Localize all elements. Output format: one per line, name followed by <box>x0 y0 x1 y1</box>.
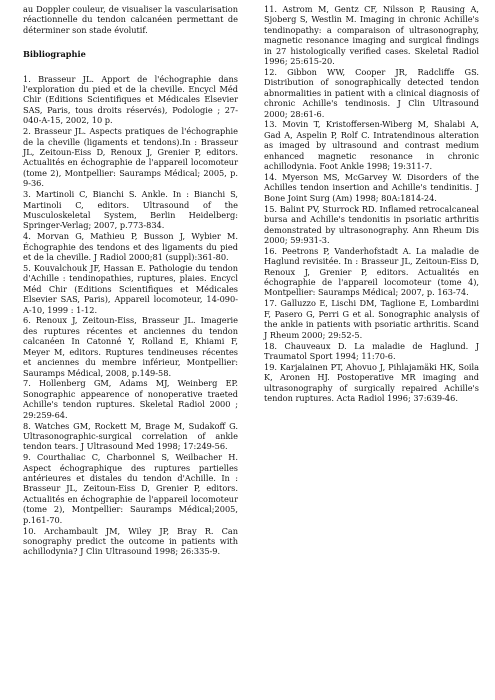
reference-item: 5. Kouvalchouk JF, Hassan E. Pathologie du tendon d'Achille : tendinopathies, ruptures, plaies. Encycl Méd Chir (Editions Scientifiques et Médicales Elsevier SAS, Paris), Appareil locomoteur, 14-090-A-10, 1999 : 1-12. <box>23 262 238 315</box>
reference-item: 1. Brasseur JL. Apport de l'échographie dans l'exploration du pied et de la cheville. Encycl Méd Chir (Editions Scientifiques et Médicales Elsevier SAS, Paris, tous droits réservés), Podologie ; 27-040-A-15, 2002, 10 p. <box>23 73 238 126</box>
intro-paragraph: au Doppler couleur, de visualiser la vascularisation réactionnelle du tendon calcanéen permettant de déterminer son stade évolutif. <box>23 4 238 35</box>
reference-item: 4. Morvan G, Mathieu P, Busson J, Wybier M. Échographie des tendons et des ligaments du pied et de la cheville. J Radiol 2000;81 (suppl):361-80. <box>23 231 238 263</box>
right-column <box>264 4 479 700</box>
reference-item: 15. Balint PV, Sturrock RD. Inflamed retrocalcaneal bursa and Achille's tendonitis in psoriatic arthritis demonstrated by ultrasonography. Ann Rheum Dis 2000; 59:931-3. <box>264 203 479 245</box>
reference-item: 2. Brasseur JL. Aspects pratiques de l'échographie de la cheville (ligaments et tendons).In : Brasseur JL, Zeitoun-Eiss D, Renoux J, Grenier P, editors. Actualités en échographie de l'appareil locomoteur (tome 2), Montpellier: Sauramps Médical; 2005, p. 9-36. <box>23 126 238 189</box>
reference-item: 13. Movin T, Kristoffersen-Wiberg M, Shalabi A, Gad A, Aspelin P, Rolf C. Intratendinous alteration as imaged by ultrasound and contrast medium enhanced magnetic resonance in chronic achillodynia. Foot Ankle 1998; 19:311-7. <box>264 119 479 172</box>
reference-item: 8. Watches GM, Rockett M, Brage M, Sudakoff G. Ultrasonographic-surgical correlation of ankle tendon tears. J Ultrasound Med 1998; 17:249-56. <box>23 420 238 452</box>
reference-item: 10. Archambault JM, Wiley JP, Bray R. Can sonography predict the outcome in patients with achillodynia? J Clin Ultrasound 1998; 26:335-9. <box>23 525 238 557</box>
reference-item: 16. Peetrons P, Vanderhofstadt A. La maladie de Haglund revisitée. In : Brasseur JL, Zeitoun-Eiss D, Renoux J, Grenier P, editors. Actualités en échographie de l'appareil locomoteur (tome 4), Montpellier: Sauramps Médical; 2007, p. 163-74. <box>264 245 479 298</box>
reference-item: 12. Gibbon WW, Cooper JR, Radcliffe GS. Distribution of sonographically detected tendon abnormalities in patient with a clinical diagnosis of chronic Achille's tendinosis. J Clin Ultrasound 2000; 28:61-6. <box>264 66 479 119</box>
reference-item: 6. Renoux J, Zeitoun-Eiss, Brasseur JL. Imagerie des ruptures récentes et anciennes du tendon calcanéen In Catonné Y, Rolland E, Khiami F, Meyer M, editors. Ruptures tendineuses récentes et anciennes du membre inférieur, Montpellier: Sauramps Médical, 2008, p.149-58. <box>23 315 238 378</box>
reference-item: 7. Hollenberg GM, Adams MJ, Weinberg EP. Sonographic appearence of nonoperative traeted Achille's tendon ruptures. Skeletal Radiol 2000 ; 29:259-64. <box>23 378 238 420</box>
reference-item: 3. Martinoli C, Bianchi S. Ankle. In : Bianchi S, Martinoli C, editors. Ultrasound of the Musculoskeletal System, Berlin Heidelberg: Springer-Verlag; 2007, p.773-834. <box>23 189 238 231</box>
reference-item: 17. Galluzzo E, Lischi DM, Taglione E, Lombardini F, Pasero G, Perri G et al. Sonographic analysis of the ankle in patients with psoriatic arthritis. Scand J Rheum 2000; 29:52-5. <box>264 298 479 340</box>
reference-item: 18. Chauveaux D. La maladie de Haglund. J Traumatol Sport 1994; 11:70-6. <box>264 340 479 361</box>
reference-item: 14. Myerson MS, McGarvey W. Disorders of the Achilles tendon insertion and Achille's tendinitis. J Bone Joint Surg (Am) 1998; 80A:1814-24. <box>264 172 479 203</box>
reference-item: 19. Karjalainen PT, Ahovuo J, Pihlajamäki HK, Soila K, Aronen HJ. Postoperative MR imaging and ultrasonography of surgically repaired Achille's tendon ruptures. Acta Radiol 1996; 37:639-46. <box>264 361 479 404</box>
left-column <box>23 4 238 700</box>
reference-item: 9. Courthaliac C, Charbonnel S, Weilbacher H. Aspect échographique des ruptures partielles antérieures et distales du tendon d'Achille. In : Brasseur JL, Zeitoun-Eiss D, Grenier P, editors. Actualités en échographie de l'appareil locomoteur (tome 2), Montpellier: Sauramps Médical;2005, p.161-70. <box>23 452 238 525</box>
reference-item: 11. Astrom M, Gentz CF, Nilsson P, Rausing A, Sjoberg S, Westlin M. Imaging in chronic Achille's tendinopathy: a comparaison of ultrasonography, magnetic resonance imaging and surgical findings in 27 histologically verified cases. Skeletal Radiol 1996; 25:615-20. <box>264 4 479 67</box>
bibliography-heading: Bibliographie <box>23 49 86 60</box>
